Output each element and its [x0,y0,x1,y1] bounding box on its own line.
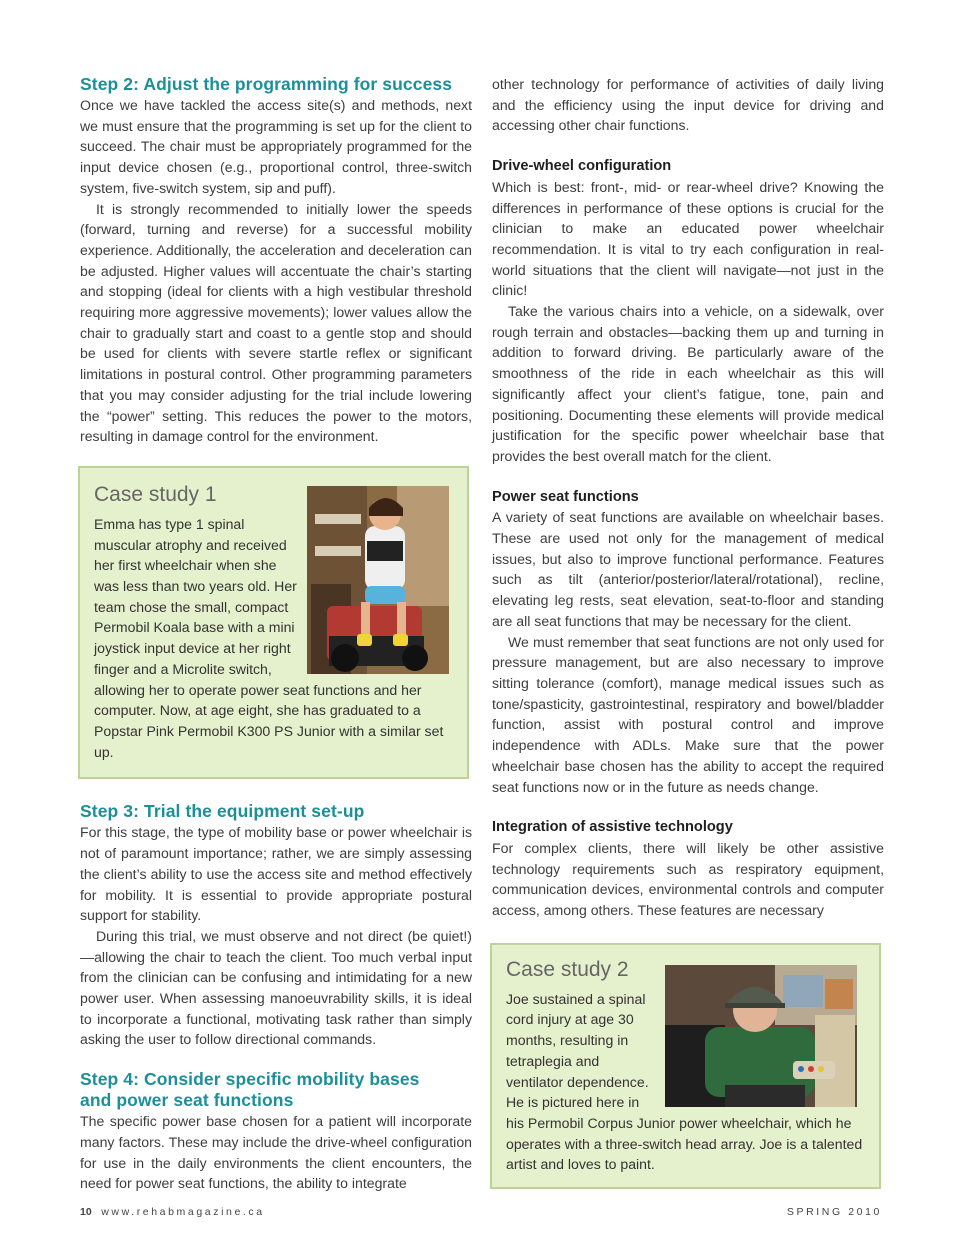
case-study-2-box [490,943,881,1189]
footer-left [80,1206,265,1218]
girl-in-wheelchair-image [307,486,449,674]
assistive-tech-heading: Integration of assistive technology [492,819,733,836]
assistive-tech-paragraph-1: For complex clients, there will likely be other assistive technology requirements such as respiratory equipment, communication devices, environmental controls and computer access, among others. These features are necessary [492,839,884,919]
case-study-2-text: Joe sustained a spinal cord injury at age 30 months, resulting in tetraplegia and ventilator dependence. He is pictured here in his Permobil Corpus Junior power wheelchair, which he operates with a three-switch head array. Joe is a talented artist and loves to paint. [506,990,863,1173]
power-seat-paragraph-1: A variety of seat functions are available on wheelchair bases. These are used not only for the management of medical issues, but also to improve functional performance. Features such as tilt (anterior/posterior/lateral/rotational), recline, elevating leg rests, seat elevation, seat-to-floor and standing are all seat functions that may be necessary for the client. [492,509,884,629]
boy-painting-image [665,965,857,1107]
step2-paragraph-2: It is strongly recommended to initially lower the speeds (forward, turning and reverse) for a successful mobility experience. Additionally, the acceleration and deceleration can be adjusted. Higher values will accentuate the chair’s starting and stopping (ideal for clients with a high vestibular threshold requiring more aggressive movements); lower values allow the chair to gradually start and coast to a gentle stop and should be used for clients with severe startle reflex or significant limitations in postural control. Other programming parameters that you may consider adjusting for the trial include lowering the “power” setting. This reduces the power to the motors, resulting in damage control for the environment. [80,200,472,445]
step4-heading: Step 4: Consider specific mobility bases and power seat functions [80,1069,420,1111]
case-study-1-text: Emma has type 1 spinal muscular atrophy and received her first wheelchair when she was less than two years old. Her team chose the small, compact Permobil Koala base with a mini joystick input device at her right finger and a Microlite switch, allowing her to operate power seat functions and her computer. Now, at age eight, she has graduated to a Popstar Pink Permobil K300 PS Junior with a similar set up. [94,515,444,760]
case-study-2-title: Case study 2 [506,957,629,981]
step3-heading: Step 3: Trial the equipment set-up [80,801,365,822]
footer-url[interactable]: www.rehabmagazine.ca [101,1206,265,1218]
step3-paragraph-1: For this stage, the type of mobility base or power wheelchair is not of paramount importance; rather, we are simply assessing the client’s ability to use the access site and method effectively for mobility. It is essential to provide appropriate postural support for stability. [80,824,472,924]
drive-wheel-heading: Drive-wheel configuration [492,158,672,175]
case-study-2-photo [665,965,857,1107]
right-column [492,74,884,1189]
power-seat-paragraph-2: We must remember that seat functions are not only used for pressure management, but are also necessary to improve sitting tolerance (comfort), manage medical issues such as tone/spasticity, gastrointestinal, respiratory and bowel/bladder function, assist with postural control and improve independence with ADLs. Make sure that the power wheelchair base chosen has the ability to accept the required seat functions now or in the future as needs change. [492,633,884,795]
step2-heading: Step 2: Adjust the programming for success [80,74,453,94]
case-study-1-box [78,466,469,779]
power-seat-heading: Power seat functions [492,488,639,505]
step3-paragraph-2: During this trial, we must observe and not direct (be quiet!)—allowing the chair to teach the client. Too much verbal input from the clinician can be confusing and intimidating for a new power user. When assessing manoeuvrability skills, it is ideal to incorporate a functional, motivating task rather than simply asking the user to follow directional commands. [80,927,472,1048]
step2-paragraph-1: Once we have tackled the access site(s) and methods, next we must ensure that the programming is set up for the client to succeed. The chair must be appropriately programmed for the input device chosen (e.g., proportional control, three-switch system, five-switch system, sip and puff). [80,97,472,196]
case-study-1-title: Case study 1 [94,482,217,506]
page-number: 10 [80,1206,92,1218]
continued-paragraph: other technology for performance of activities of daily living and the efficiency using the input device for driving and accessing other chair functions. [492,76,884,134]
footer-issue: SPRING 2010 [786,1206,882,1218]
case-study-1-photo [307,486,449,674]
step4-paragraph-1: The specific power base chosen for a patient will incorporate many factors. These may include the drive-wheel configuration for use in the daily environments the client encounters, the need for power seat functions, the ability to integrate [80,1113,472,1192]
drive-wheel-paragraph-2: Take the various chairs into a vehicle, on a sidewalk, over rough terrain and obstacles—backing them up and turning in addition to forward driving. Be particularly aware of the smoothness of the ride in each wheelchair as this will significantly affect your client’s fatigue, tone, pain and positioning. Documenting these elements will provide medical justification for the specific power wheelchair base that provides the best overall match for the client. [492,303,884,464]
left-column [80,74,472,1194]
drive-wheel-paragraph-1: Which is best: front-, mid- or rear-wheel drive? Knowing the differences in performance of these options is crucial for the clinician to make an educated power wheelchair recommendation. It is vital to try each configuration in real-world situations that the client will navigate—not just in the clinic! [492,178,884,299]
